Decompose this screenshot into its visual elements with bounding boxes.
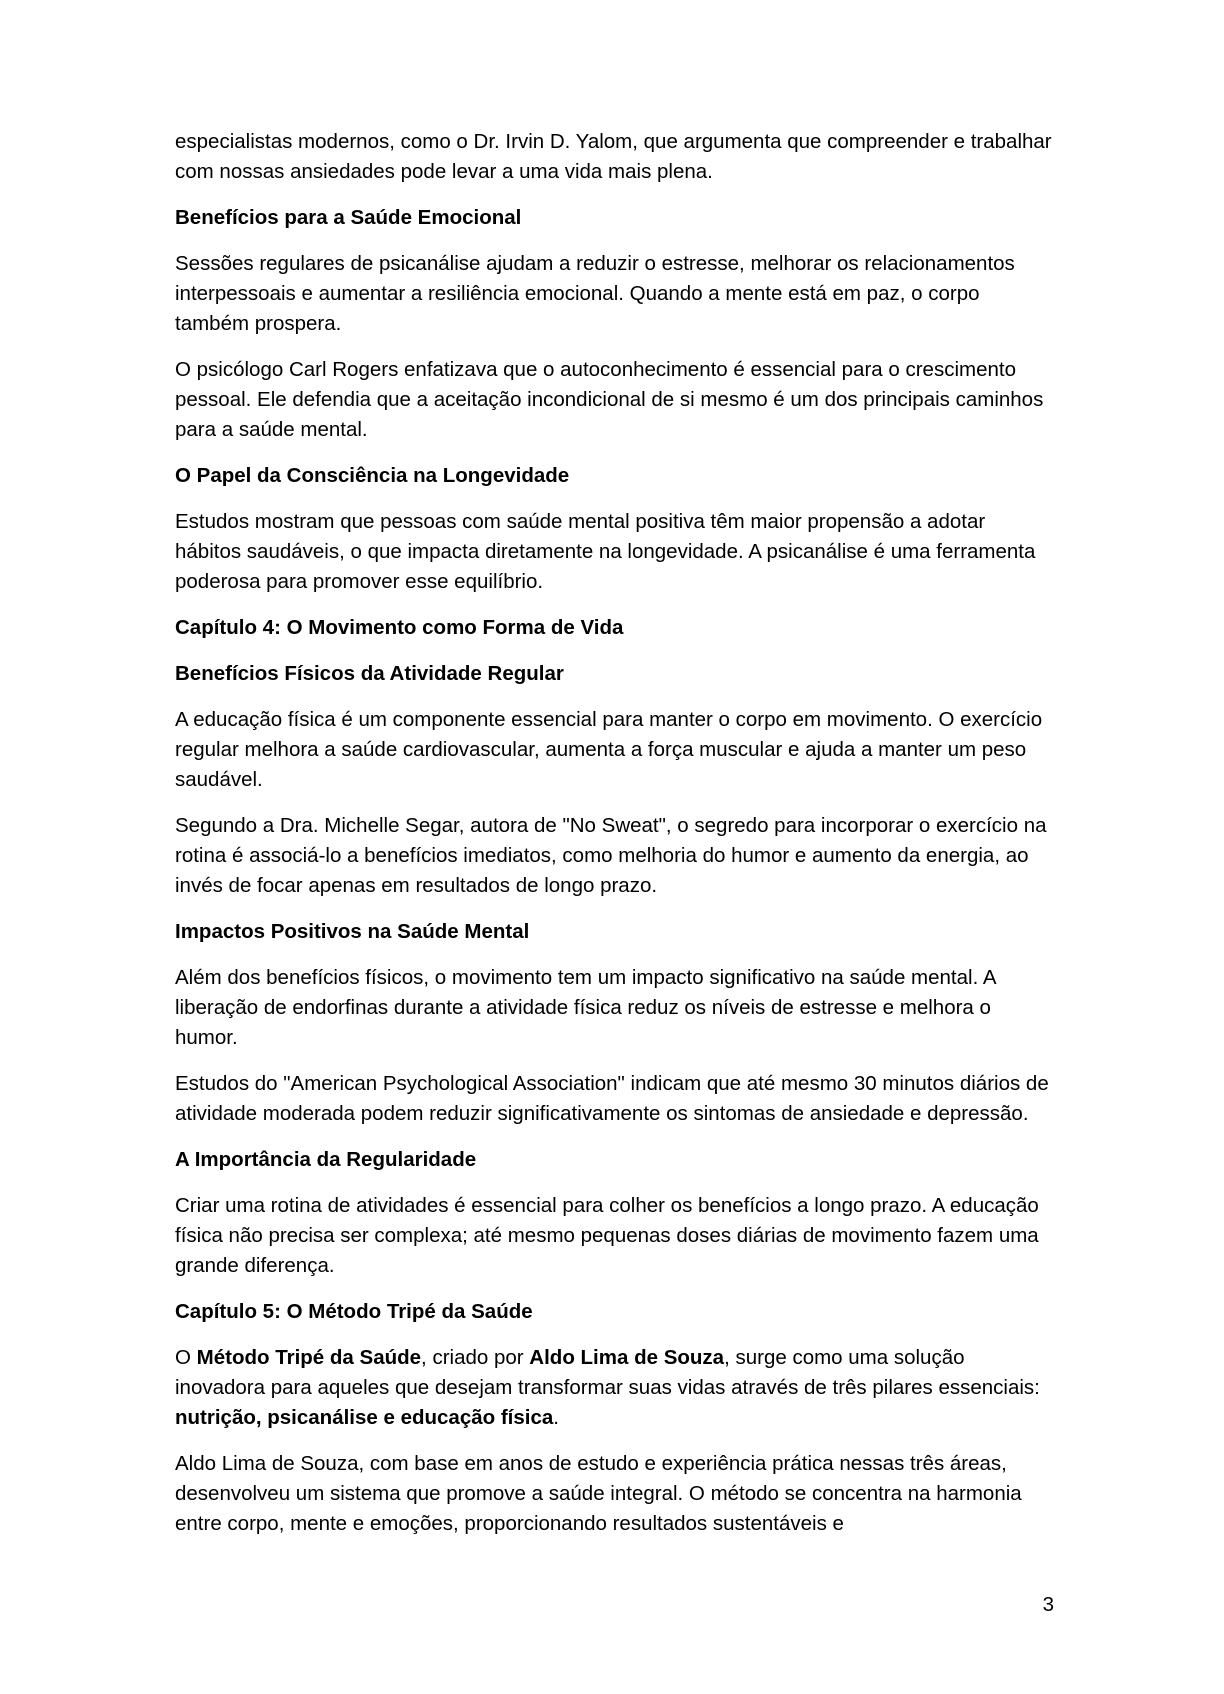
- paragraph-estudos-saude-mental: Estudos mostram que pessoas com saúde mental positiva têm maior propensão a adotar hábitos saudáveis, o que impacta diretamente na longevidade. A psicanálise é uma ferramenta poderosa para promover esse equilíbrio.: [175, 510, 1036, 593]
- page-number: 3: [1042, 1593, 1054, 1616]
- metodo-text-2: , criado por: [421, 1346, 530, 1369]
- paragraph-michelle-segar: Segundo a Dra. Michelle Segar, autora de "No Sweat", o segredo para incorporar o exercício na rotina é associá-lo a benefícios imediatos, como melhoria do humor e aumento da energia, ao invés de focar apenas em resultados de longo prazo.: [175, 814, 1047, 897]
- document-page: [175, 127, 1055, 1555]
- paragraph-rotina: Criar uma rotina de atividades é essencial para colher os benefícios a longo prazo. A educação física não precisa ser complexa; até mesmo pequenas doses diárias de movimento fazem uma grande diferença.: [175, 1194, 1039, 1277]
- paragraph-intro: especialistas modernos, como o Dr. Irvin D. Yalom, que argumenta que compreender e trabalhar com nossas ansiedades pode levar a uma vida mais plena.: [175, 130, 1052, 183]
- heading-capitulo-5: Capítulo 5: O Método Tripé da Saúde: [175, 1300, 533, 1323]
- paragraph-carl-rogers: O psicólogo Carl Rogers enfatizava que o autoconhecimento é essencial para o crescimento pessoal. Ele defendia que a aceitação incondicional de si mesmo é um dos principais caminhos para a saúde mental.: [175, 358, 1044, 441]
- paragraph-apa: Estudos do "American Psychological Association" indicam que até mesmo 30 minutos diários de atividade moderada podem reduzir significativamente os sintomas de ansiedade e depressão.: [175, 1072, 1049, 1125]
- paragraph-educacao-fisica: A educação física é um componente essencial para manter o corpo em movimento. O exercício regular melhora a saúde cardiovascular, aumenta a força muscular e ajuda a manter um peso saudável.: [175, 708, 1043, 791]
- paragraph-alem-beneficios: Além dos benefícios físicos, o movimento tem um impacto significativo na saúde mental. A liberação de endorfinas durante a atividade física reduz os níveis de estresse e melhora o humor.: [175, 966, 996, 1049]
- paragraph-aldo-lima: Aldo Lima de Souza, com base em anos de estudo e experiência prática nessas três áreas, desenvolveu um sistema que promove a saúde integral. O método se concentra na harmonia entre corpo, mente e emoções, proporcionando resultados sustentáveis e: [175, 1452, 1022, 1535]
- metodo-text-1: O: [175, 1346, 197, 1369]
- heading-consciencia-longevidade: O Papel da Consciência na Longevidade: [175, 464, 570, 487]
- heading-importancia-regularidade: A Importância da Regularidade: [175, 1148, 477, 1171]
- metodo-text-4: .: [553, 1406, 559, 1429]
- heading-beneficios-fisicos: Benefícios Físicos da Atividade Regular: [175, 662, 564, 685]
- metodo-bold-name: Método Tripé da Saúde: [196, 1346, 422, 1369]
- metodo-bold-pilares: nutrição, psicanálise e educação física: [175, 1406, 554, 1429]
- heading-capitulo-4: Capítulo 4: O Movimento como Forma de Vida: [175, 616, 624, 639]
- paragraph-metodo-tripe: [175, 1343, 1055, 1433]
- heading-beneficios-emocional: Benefícios para a Saúde Emocional: [175, 206, 522, 229]
- metodo-bold-author: Aldo Lima de Souza: [529, 1346, 725, 1369]
- paragraph-sessoes: Sessões regulares de psicanálise ajudam a reduzir o estresse, melhorar os relacionamentos interpessoais e aumentar a resiliência emocional. Quando a mente está em paz, o corpo também prospera.: [175, 252, 1015, 335]
- metodo-text-3: , surge como uma solução inovadora para aqueles que desejam transformar suas vidas através de três pilares essenciais:: [175, 1346, 1040, 1399]
- heading-impactos-saude-mental: Impactos Positivos na Saúde Mental: [175, 920, 530, 943]
